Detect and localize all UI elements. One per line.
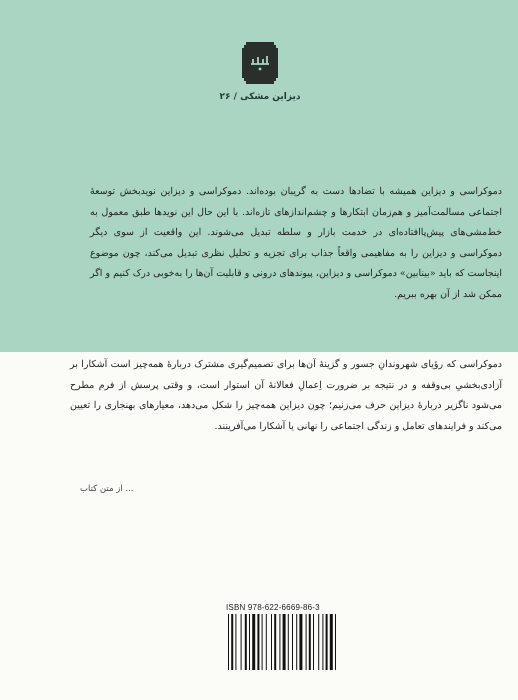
publisher-logo-icon <box>242 42 278 84</box>
series-label: دیزاین مشکی / ۲۶ <box>219 92 301 102</box>
barcode-icon <box>226 614 362 670</box>
isbn-label: ISBN 978-622-6669-86-3 <box>226 603 320 612</box>
source-note: ... از متن کتاب <box>80 484 134 494</box>
back-cover-paragraph-2: دموکراسی که رؤیای شهروندانِ جسور و گزینهٔ آن‌ها برای تصمیم‌گیری مشترک دربارهٔ همه‌چیز است آشکارا بر آزادی‌بخشیِ بی‌وقفه و در نتیجه بر ضرورت اِعمالِ فعالانهٔ آن استوار است، و وقتی پرسش از فرم مطرح می‌شود ناگزیر دربارهٔ دیزاین حرف می‌زنیم؛ چون دیزاین همه‌چیز را شکل می‌دهد، معیارهای بهنجاری را تعیین می‌کند و فرایندهای تعامل و زندگی اجتماعی را نهانی یا آشکارا می‌آفرینند. <box>70 359 502 432</box>
back-cover-paragraph-1: دموکراسی و دیزاین همیشه با تضادها دست به گریبان بوده‌اند. دموکراسی و دیزاین نویدبخش توسعهٔ اجتماعی مسالمت‌آمیز و هم‌زمان ابتکارها و چشم‌اندازهای تازه‌اند. با این حال این نویدها طبق معمول به خط‌مشی‌های پیش‌پاافتاده‌ای در خدمت بازار و سلطه تبدیل می‌شوند. این واقعیت از سوی دیگر دموکراسی و دیزاین را به مفاهیمی واقعاً جذاب برای تجزیه و تحلیل نظری تبدیل می‌کند، چون موضوع اینجاست که باید «بینابین» دموکراسی و دیزاین، پیوندهای درونی و قابلیت آن‌ها را به‌خوبی درک کنیم و اگر ممکن شد از آن بهره ببریم. <box>90 186 502 300</box>
